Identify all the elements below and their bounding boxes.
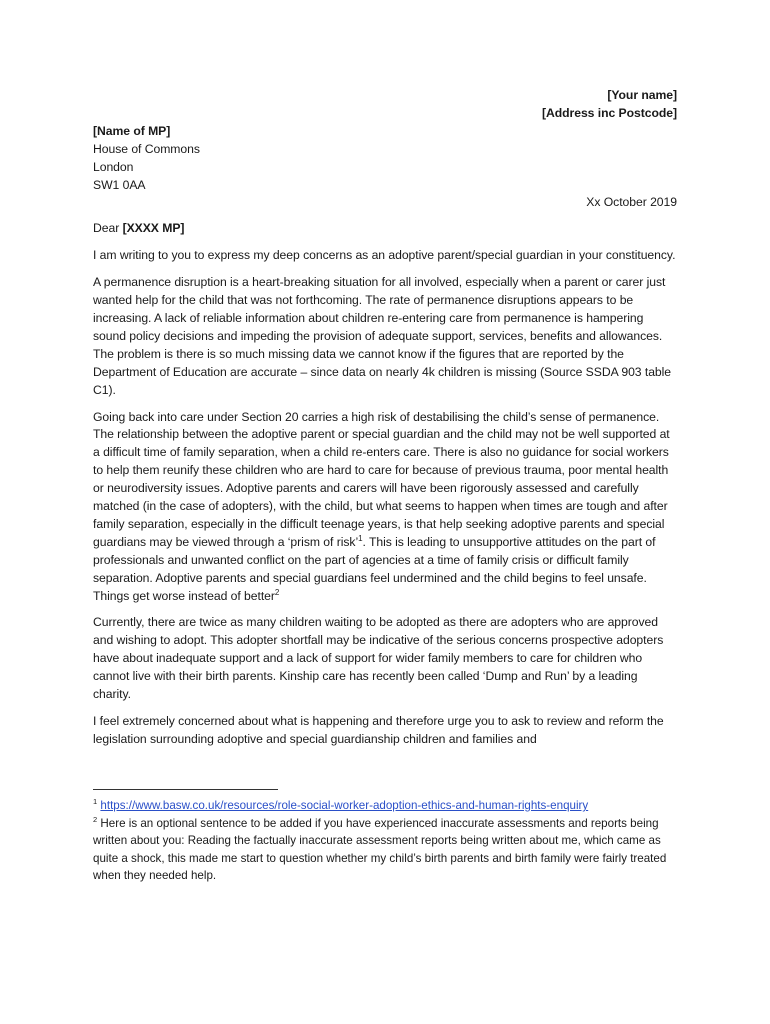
paragraph-adopter-shortfall: Currently, there are twice as many children waiting to be adopted as there are adopters who are approved and wishing to adopt. This adopter shortfall may be indicative of the serious concerns prospective adopters have about inadequate support and a lack of support for wider family members to care for children who cannot live with their birth parents. Kinship care has recently been called ‘Dump and Run’ by a leading charity. (93, 615, 664, 702)
recipient-line-3: SW1 0AA (93, 177, 146, 192)
footnote-2 (93, 815, 677, 885)
paragraph-urge-review: I feel extremely concerned about what is happening and therefore urge you to ask to review and reform the legislation surrounding adoptive and special guardianship children and families and (93, 714, 664, 746)
recipient-line-1: House of Commons (93, 141, 200, 156)
footnote-2-text: Here is an optional sentence to be added if you have experienced inaccurate assessments and reports being written about you: Reading the factually inaccurate assessment reports being written about me, which came as quite a shock, this made me start to question whether my child’s birth parents and birth family were fairly treated when they needed help. (93, 816, 667, 883)
footnote-1 (93, 797, 677, 815)
salutation-prefix: Dear (93, 221, 123, 236)
footnote-1-link[interactable]: https://www.basw.co.uk/resources/role-social-worker-adoption-ethics-and-human-rights-enquiry (100, 799, 589, 812)
paragraph-intro: I am writing to you to express my deep concerns as an adoptive parent/special guardian in your constituency. (93, 248, 676, 263)
paragraph-section-20 (93, 409, 677, 606)
letter-body (93, 87, 677, 749)
footnote-separator (93, 789, 278, 790)
recipient-line-2: London (93, 159, 134, 174)
footnote-ref-2[interactable]: 2 (274, 587, 280, 597)
footnote-2-number: 2 (93, 814, 98, 824)
sender-address: [Address inc Postcode] (541, 105, 677, 120)
salutation (93, 220, 677, 238)
recipient-name: [Name of MP] (93, 123, 171, 138)
paragraph-section-20-part-2: . This is leading to unsupportive attitudes on the part of professionals and unwanted conflict on the part of agencies at a time of family crisis or difficult family separation. Adoptive parents and special guardians feel undermined and the child begins to feel unsafe. Things get worse instead of better (93, 534, 656, 603)
footnote-ref-1[interactable]: 1 (358, 533, 363, 543)
footnote-1-number: 1 (93, 797, 98, 807)
letter-date: Xx October 2019 (586, 195, 677, 210)
paragraph-section-20-part-1: Going back into care under Section 20 carries a high risk of destabilising the child’s sense of permanence. The relationship between the adoptive parent or special guardian and the child may not be well supported at a difficult time of family separation, when a child re-enters care. There is also no guidance for social workers to help them reunify these children who are hard to care for because of previous trauma, poor mental health or neurodiversity issues. Adoptive parents and carers will have been rigorously assessed and carefully matched (in the case of adopters), with the child, but what seems to happen when times are tough and after family separation, especially in the difficult teenage years, is that help seeking adoptive parents and special guardians may be viewed through a ‘prism of risk’ (93, 409, 670, 549)
salutation-name: [XXXX MP] (122, 221, 185, 236)
paragraph-permanence-disruption: A permanence disruption is a heart-breaking situation for all involved, especially when a parent or carer just wanted help for the child that was not forthcoming. The rate of permanence disruptions appears to be increasing. A lack of reliable information about children re-entering care from permanence is hampering sound policy decisions and impeding the provision of adequate support, services, benefits and allowances. The problem is there is so much missing data we cannot know if the figures that are reported by the Department of Education are accurate – since data on nearly 4k children is missing (Source SSDA 903 table C1). (93, 275, 672, 397)
recipient-address (93, 123, 677, 195)
footnotes (93, 797, 677, 885)
sender-name: [Your name] (607, 88, 677, 102)
